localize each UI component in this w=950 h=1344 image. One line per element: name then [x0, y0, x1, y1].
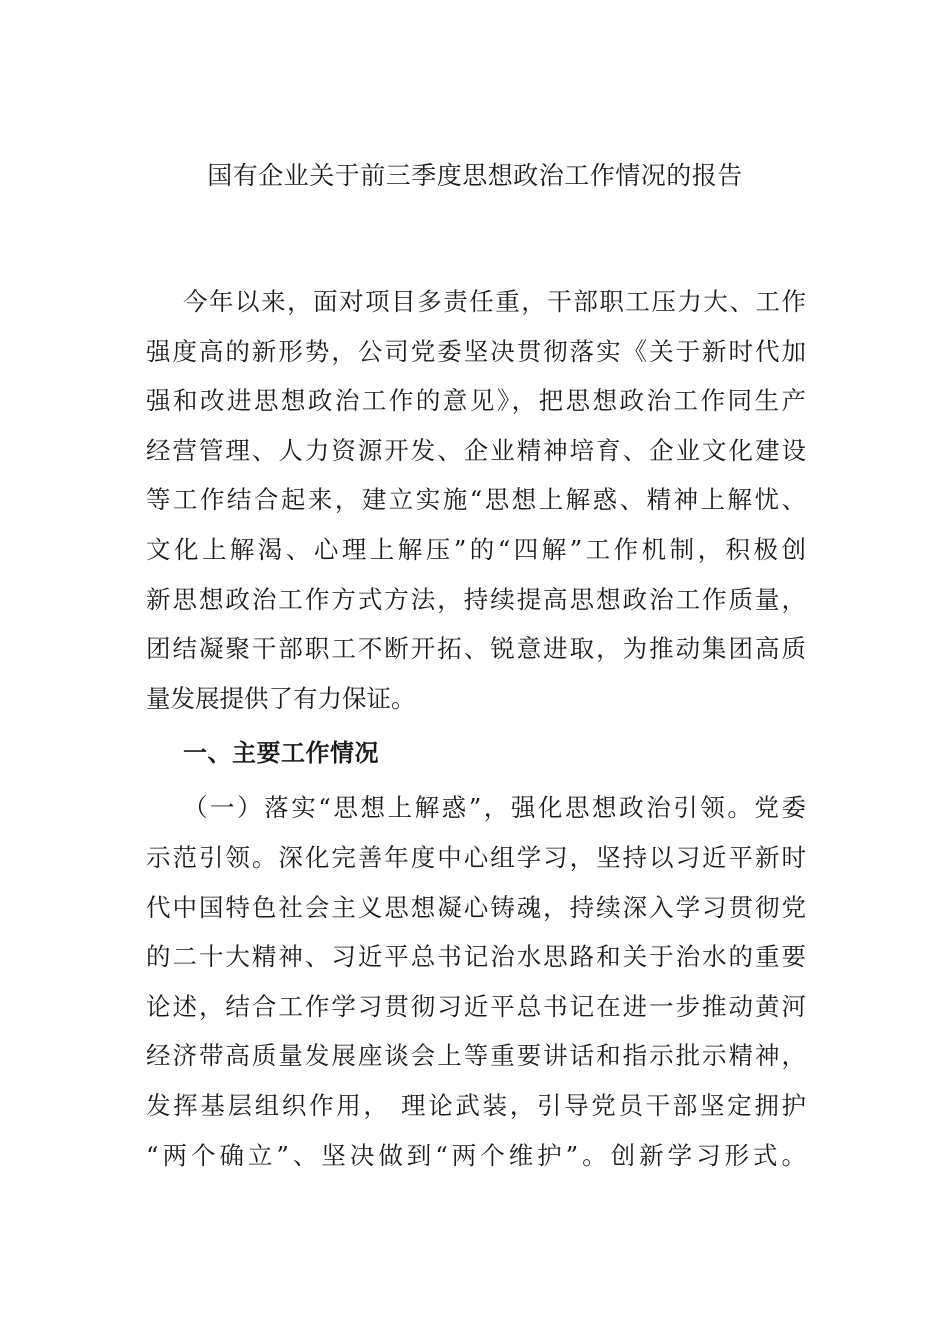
document-title: 国有企业关于前三季度思想政治工作情况的报告	[207, 161, 743, 190]
text-line: 文化上解渴、心理上解压”的“四解”工作机制，积极创	[146, 534, 806, 564]
text-line: （一）落实“思想上解惑”，强化思想政治引领。党委	[183, 793, 806, 823]
text-line: 论述，结合工作学习贯彻习近平总书记在进一步推动黄河	[146, 991, 806, 1021]
text-line: 经济带高质量发展座谈会上等重要讲话和指示批示精神，	[146, 1041, 806, 1071]
text-line: 代中国特色社会主义思想凝心铸魂，持续深入学习贯彻党	[146, 892, 806, 922]
text-line: 强度高的新形势，公司党委坚决贯彻落实《关于新时代加	[146, 336, 806, 366]
section-heading: 一、主要工作情况	[183, 739, 379, 768]
text-line: 的二十大精神、习近平总书记治水思路和关于治水的重要	[146, 942, 806, 972]
text-line: 团结凝聚干部职工不断开拓、锐意进取，为推动集团高质	[146, 634, 806, 664]
text-line: 发挥基层组织作用， 理论武装，引导党员干部坚定拥护	[146, 1090, 806, 1120]
text-line: 强和改进思想政治工作的意见》，把思想政治工作同生产	[146, 386, 806, 416]
text-line: 量发展提供了有力保证。	[146, 683, 416, 713]
text-line: 今年以来，面对项目多责任重，干部职工压力大、工作	[183, 287, 806, 316]
text-line: “两个确立”、坚决做到“两个维护”。创新学习形式。	[146, 1140, 806, 1170]
paragraph-section1	[146, 783, 806, 1180]
paragraph-intro	[146, 277, 806, 723]
text-line: 等工作结合起来，建立实施“思想上解惑、精神上解忧、	[146, 485, 806, 515]
document-body	[146, 277, 806, 1180]
text-line: 示范引领。深化完善年度中心组学习，坚持以习近平新时	[146, 842, 806, 872]
text-line: 新思想政治工作方式方法，持续提高思想政治工作质量，	[146, 584, 806, 614]
text-line: 经营管理、人力资源开发、企业精神培育、企业文化建设	[146, 435, 806, 465]
